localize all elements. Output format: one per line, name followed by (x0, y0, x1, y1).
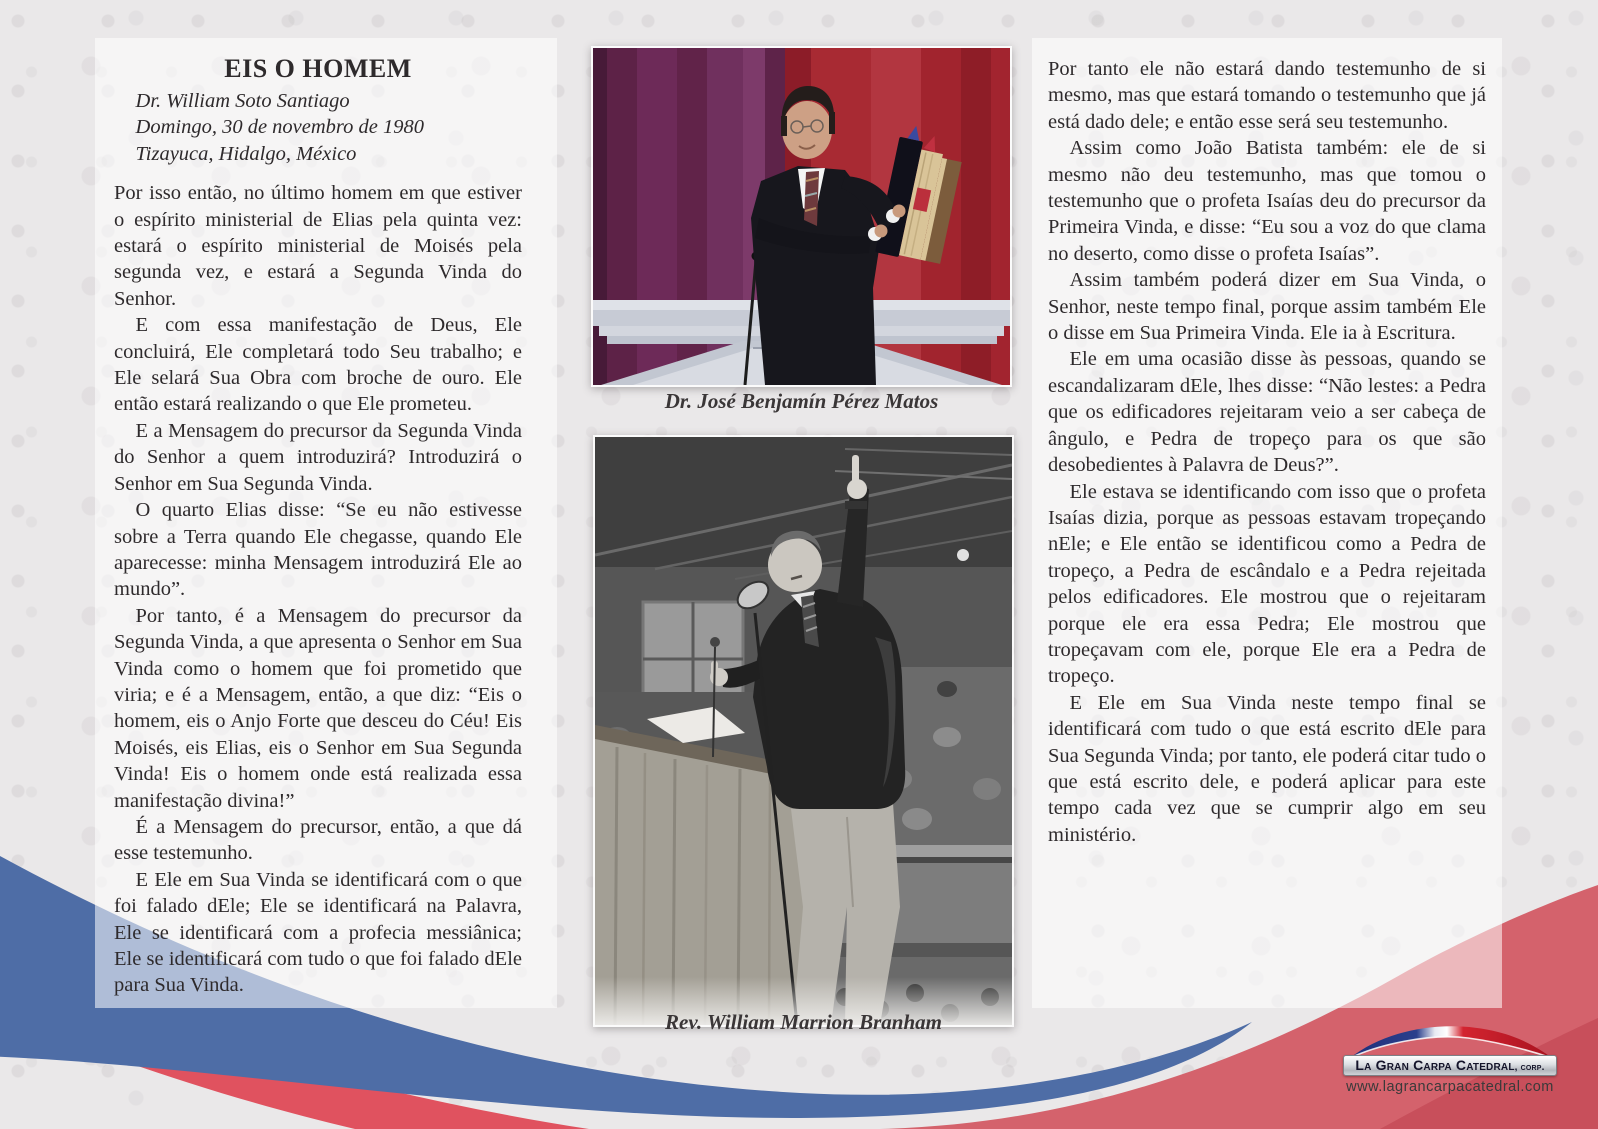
paragraph: Ele em uma ocasião disse às pessoas, quando se escandalizaram dEle, lhes disse: “Não lestes: a Pedra que os edificadores rejeitaram veio a ser cabeça de ângulo, e Pedra de tropeço para os que são desobedientes à Palavra de Deus?”. (1048, 348, 1486, 477)
paragraph: Assim também poderá dizer em Sua Vinda, o Senhor, neste tempo final, porque assim também Ele o disse em Sua Primeira Vinda. Ele ia à Escritura. (1048, 269, 1486, 345)
photo-perez-matos (591, 46, 1012, 387)
right-column (1048, 56, 1486, 848)
paragraph: E com essa manifestação de Deus, Ele concluirá, Ele completará todo Seu trabalho; e Ele selará Sua Obra com broche de ouro. Ele então estará realizando o que Ele prometeu. (114, 314, 522, 416)
paragraph: Ele estava se identificando com isso que o profeta Isaías dizia, porque as pessoas estavam tropeçando nEle; e Ele então se identificou como a Pedra de tropeço, a Pedra de escândalo e a Pedra rejeitada pelos edificadores. Ele mostrou que o rejeitaram porque ele era essa Pedra; Ele mostrou que tropeçavam com ele, porque Ele era a Pedra de tropeço. (1048, 480, 1486, 688)
logo-corp-suffix: , corp. (1514, 1062, 1545, 1073)
paragraph: E a Mensagem do precursor da Segunda Vinda do Senhor a quem introduzirá? Introduzirá o Senhor em Sua Segunda Vinda. (114, 419, 522, 495)
photo-branham (593, 435, 1014, 1027)
logo-url: www.lagrancarpacatedral.com (1346, 1079, 1554, 1095)
paragraph: Por isso então, no último homem em que estiver o espírito ministerial de Elias pela quinta vez: estará o espírito ministerial de Moisés pela segunda vez, e estará a Segunda Vinda do Senhor. (114, 182, 522, 310)
logo-text: La Gran Carpa Catedral (1355, 1057, 1515, 1073)
photo2-caption: Rev. William Marrion Branham (665, 1010, 942, 1034)
page-title: EIS O HOMEM (224, 54, 412, 83)
paragraph: Assim como João Batista também: ele de si mesmo não deu testemunho, mas que tomou o testemunho que o profeta Isaías deu do precursor da Primeira Vinda, e disse: “Eu sou a voz do que clama no deserto, como disse o profeta Isaías”. (1048, 137, 1486, 265)
subtitle-date: Domingo, 30 de novembro de 1980 (135, 116, 424, 139)
subtitle-author: Dr. William Soto Santiago (135, 90, 350, 112)
paragraph: É a Mensagem do precursor, então, a que dá esse testemunho. (114, 815, 522, 865)
paragraph: E Ele em Sua Vinda se identificará com o que foi falado dEle; Ele se identificará na Palavra, Ele se identificará com a profecia messiânica; Ele se identificará com tudo o que foi falado dEle para Sua Vinda. (114, 868, 522, 997)
paragraph: Por tanto ele não estará dando testemunho de si mesmo, mas que estará tomando o testemunho que já está dado dele; e então esse será seu testemunho. (1048, 58, 1486, 133)
paragraph: Por tanto, é a Mensagem do precursor da Segunda Vinda, a que apresenta o Senhor em Sua Vinda como o homem que foi prometido que viria; e é a Mensagem, então, a que diz: “Eis o homem, eis o Anjo Forte que desceu do Céu! Eis Moisés, eis Elias, eis o Senhor em Sua Segunda Vinda! Eis o homem onde está realizada essa manifestação divina!” (114, 604, 522, 812)
paragraph: E Ele em Sua Vinda neste tempo final se identificará com tudo o que está escrito dEle para Sua Segunda Vinda; por tanto, ele poderá citar tudo o que está escrito dele, e poderá aplicar para este tempo cada vez que se cumprir algo em seu ministério. (1048, 691, 1486, 846)
subtitle-place: Tizayuca, Hidalgo, México (135, 142, 357, 165)
left-body (114, 180, 522, 999)
left-column (114, 54, 522, 999)
logo-bar (1343, 1055, 1557, 1076)
logo (1338, 1022, 1562, 1095)
paragraph: O quarto Elias disse: “Se eu não estivesse sobre a Terra quando Ele chegasse, quando Ele aparecesse: minha Mensagem introduzirá Ele ao mundo”. (114, 499, 522, 601)
photo1-caption: Dr. José Benjamín Pérez Matos (664, 389, 939, 413)
